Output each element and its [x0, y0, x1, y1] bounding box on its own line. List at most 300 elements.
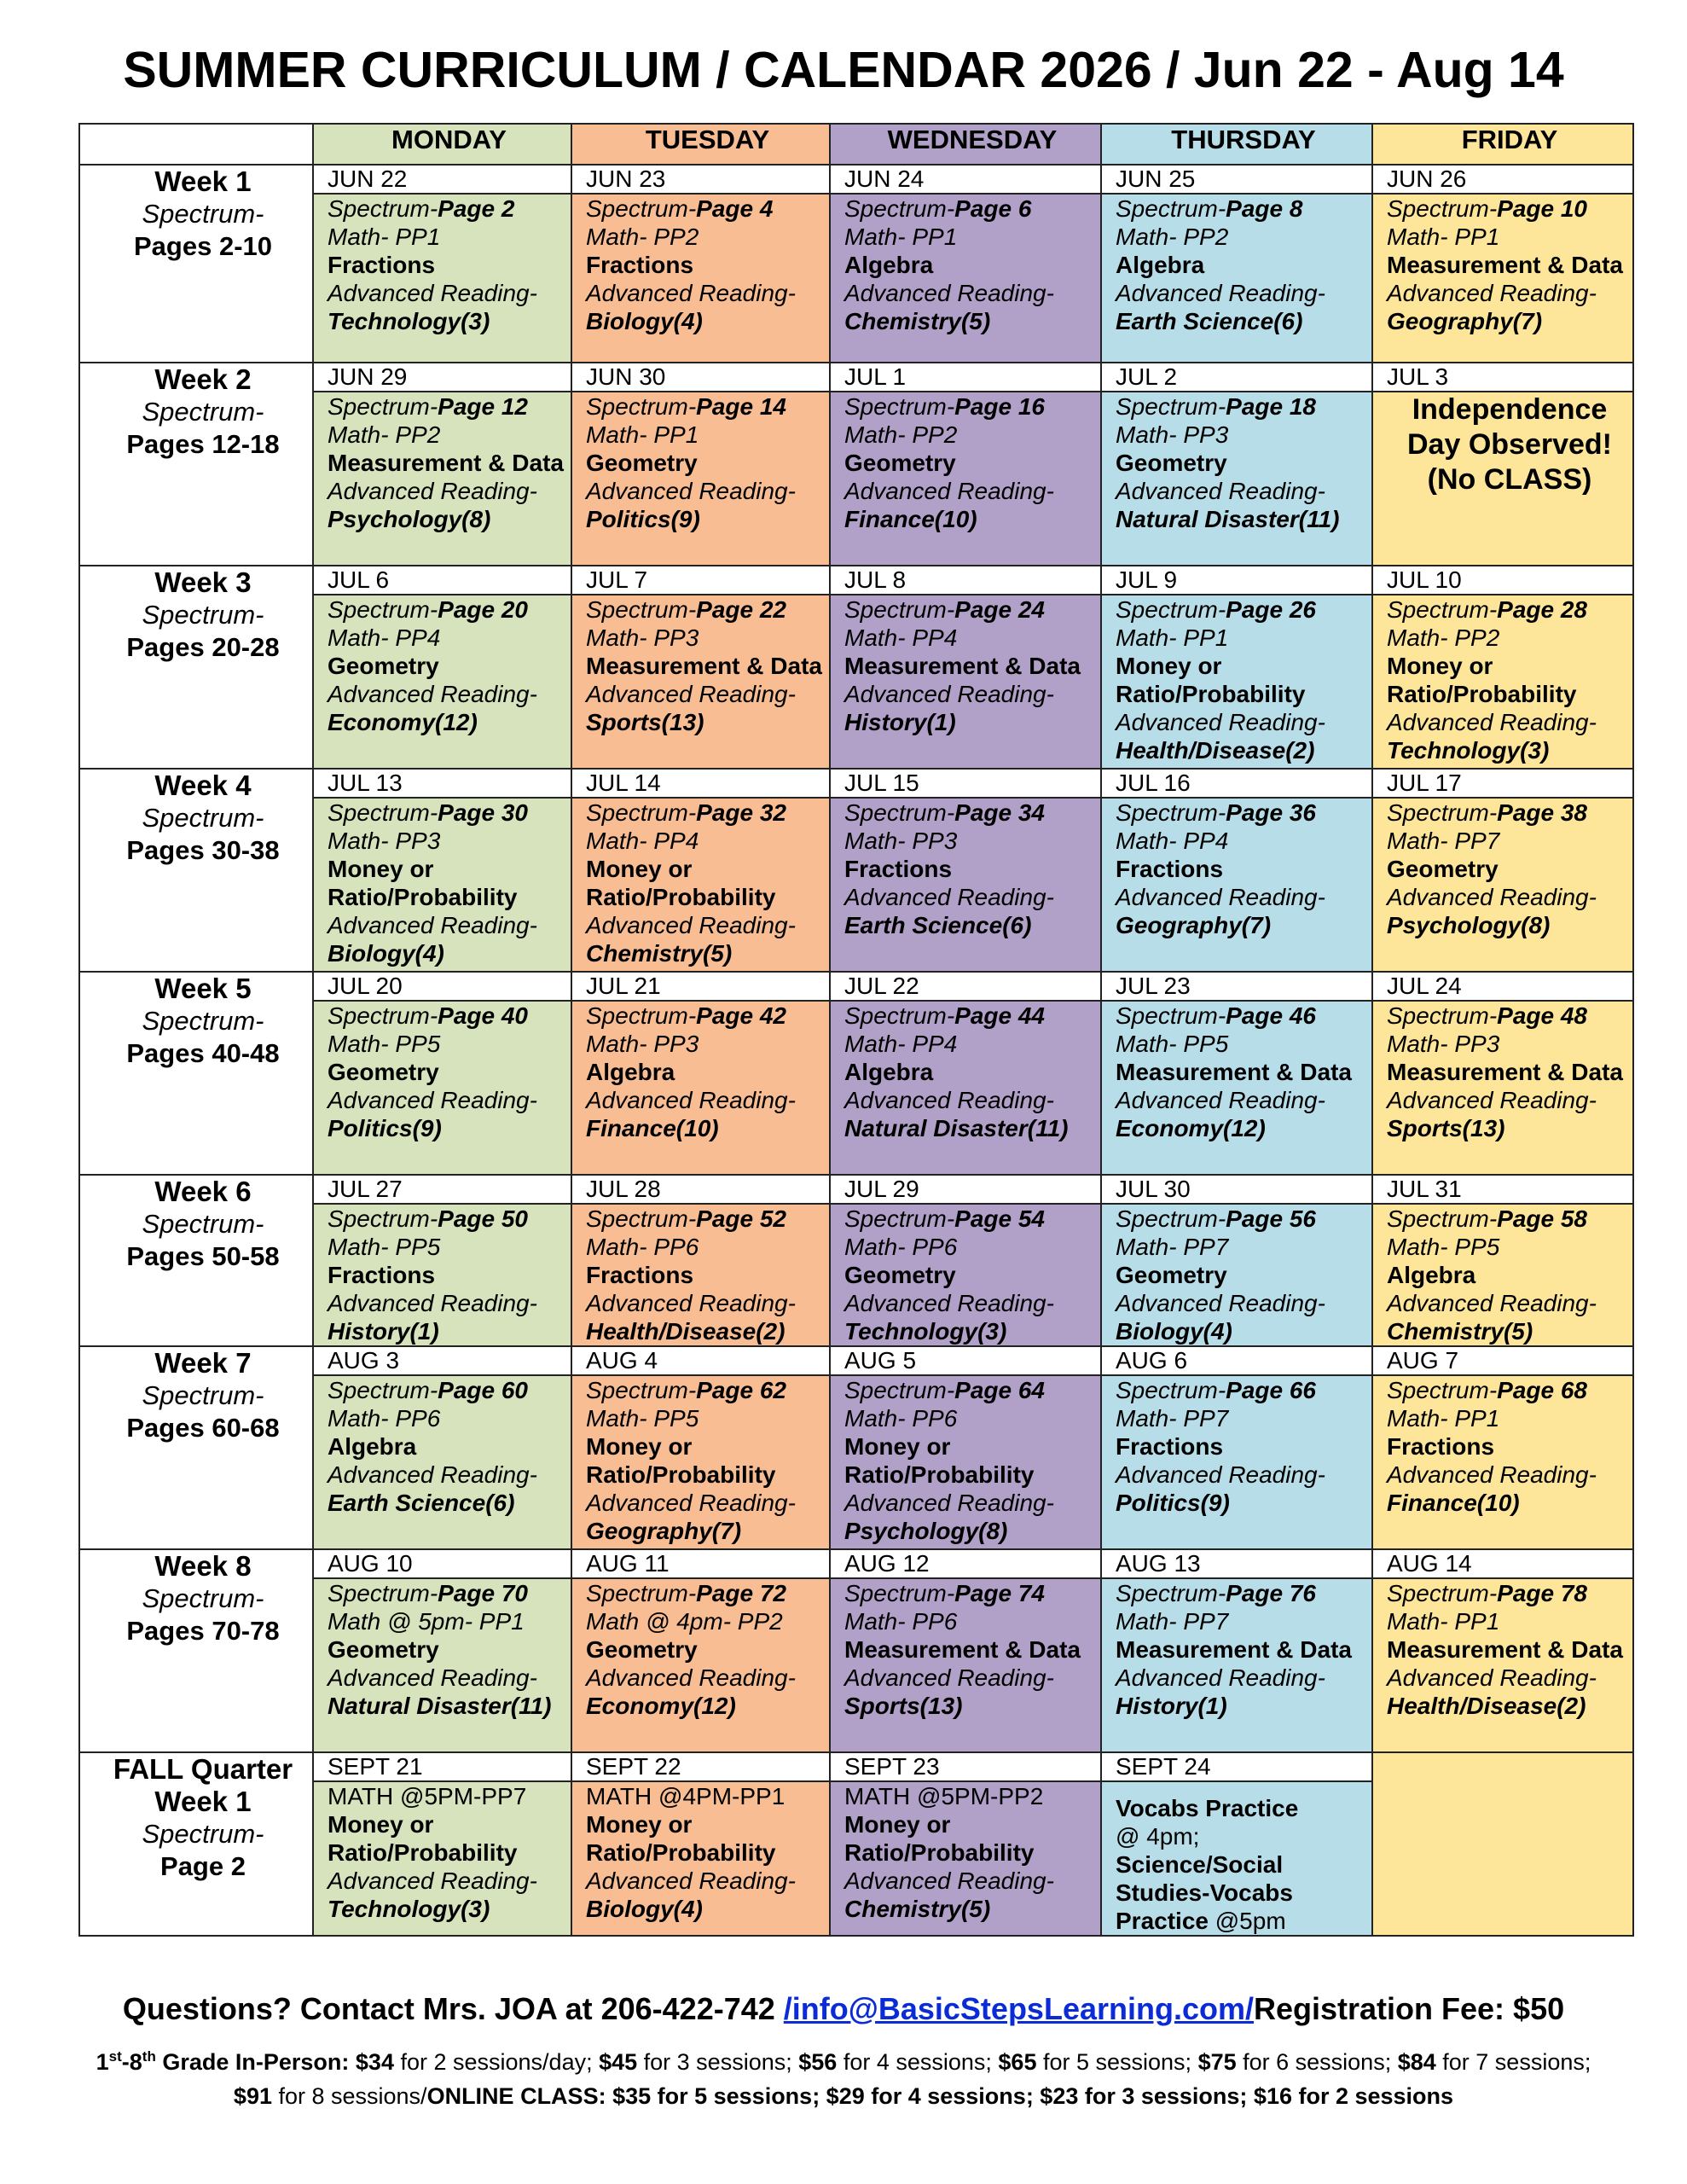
date-row: [79, 769, 1633, 798]
spectrum-label: Spectrum-: [328, 1205, 438, 1232]
spectrum-label: Spectrum-: [1116, 195, 1226, 222]
reading-label: Advanced Reading-: [1116, 1461, 1325, 1488]
week-label: Week 5: [154, 973, 252, 1004]
math-topic: Fractions: [586, 1262, 694, 1288]
math-topic: Algebra: [844, 1059, 934, 1085]
fall-date-monday: SEPT 21: [313, 1752, 571, 1781]
date-row: [79, 972, 1633, 1001]
lesson-cell-tuesday: [571, 1001, 830, 1175]
math-topic: Money or Ratio/Probability: [1116, 653, 1306, 707]
date-thursday: AUG 6: [1101, 1346, 1372, 1375]
date-friday: AUG 7: [1372, 1346, 1633, 1375]
reading-subject: Psychology(8): [1387, 912, 1551, 938]
reading-label: Advanced Reading-: [328, 681, 537, 707]
spectrum-page: Page 2: [438, 195, 515, 222]
math-line: Math- PP6: [844, 1608, 958, 1635]
spectrum-label: Spectrum-: [844, 1002, 955, 1029]
math-line: Math- PP4: [1116, 828, 1229, 854]
calendar-table: [78, 123, 1634, 1937]
math-line: Math- PP3: [844, 828, 958, 854]
spectrum-label: Spectrum-: [586, 393, 697, 420]
reading-subject: History(1): [844, 709, 956, 735]
lesson-row: [79, 1375, 1633, 1549]
price: $91: [233, 2083, 272, 2109]
spectrum-page: Page 68: [1497, 1377, 1588, 1403]
fall-week: Week 1: [154, 1786, 252, 1817]
date-row: [79, 566, 1633, 595]
reading-label: Advanced Reading-: [586, 1867, 796, 1894]
price-desc: for 8 sessions/: [271, 2083, 427, 2109]
spectrum-label: Spectrum-: [586, 1377, 697, 1403]
date-thursday: JUN 25: [1101, 165, 1372, 194]
spectrum-label: Spectrum-: [586, 195, 697, 222]
spectrum-label: Spectrum-: [844, 596, 955, 623]
math-line: Math- PP1: [1116, 624, 1229, 651]
reading-label: Advanced Reading-: [844, 1664, 1054, 1691]
math-topic: Measurement & Data: [844, 653, 1081, 679]
date-tuesday: JUN 30: [571, 363, 830, 392]
spectrum-page: Page 18: [1226, 393, 1317, 420]
spectrum-line: [1116, 1579, 1371, 1607]
spectrum-page: Page 12: [438, 393, 529, 420]
math-line: MATH @4PM-PP1: [586, 1783, 786, 1809]
lesson-cell-thursday: [1101, 1001, 1372, 1175]
math-topic: Geometry: [1387, 856, 1499, 882]
math-topic: Fractions: [844, 856, 953, 882]
math-line: Math- PP3: [1387, 1031, 1500, 1057]
spectrum-line: [1387, 1002, 1632, 1030]
reading-label: Advanced Reading-: [586, 681, 796, 707]
spectrum-line: [1116, 1205, 1371, 1233]
week-sub: Spectrum-: [142, 1209, 264, 1239]
reading-subject: Economy(12): [328, 709, 478, 735]
reading-subject: Chemistry(5): [1387, 1318, 1533, 1345]
spectrum-line: [586, 1376, 829, 1404]
math-line: Math- PP1: [1387, 224, 1500, 250]
fall-cell-tuesday: [571, 1781, 830, 1936]
reading-subject: Geography(7): [1387, 308, 1543, 334]
reading-subject: Earth Science(6): [1116, 308, 1303, 334]
spectrum-label: Spectrum-: [1387, 1580, 1498, 1606]
spectrum-line: [844, 799, 1100, 827]
date-wednesday: JUL 15: [830, 769, 1101, 798]
spectrum-line: [844, 195, 1100, 223]
lesson-cell-friday: [1372, 798, 1633, 972]
fall-date-tuesday: SEPT 22: [571, 1752, 830, 1781]
date-thursday: JUL 16: [1101, 769, 1372, 798]
price: $34: [355, 2049, 394, 2075]
math-line: Math- PP1: [1387, 1405, 1500, 1432]
reading-label: Advanced Reading-: [1387, 1290, 1597, 1316]
spectrum-line: [328, 1002, 571, 1030]
spectrum-line: [1387, 595, 1632, 624]
reading-subject: Earth Science(6): [328, 1490, 515, 1516]
math-topic: Measurement & Data: [1387, 1059, 1623, 1085]
fall-cell-wednesday: [830, 1781, 1101, 1936]
reading-subject: Sports(13): [586, 709, 704, 735]
fall-date-row: [79, 1752, 1633, 1781]
date-tuesday: AUG 11: [571, 1549, 830, 1578]
reading-subject: Economy(12): [1116, 1115, 1266, 1141]
date-tuesday: JUN 23: [571, 165, 830, 194]
math-topic: Measurement & Data: [1116, 1059, 1352, 1085]
lesson-cell-monday: [313, 798, 571, 972]
spectrum-page: Page 44: [954, 1002, 1046, 1029]
math-line: Math @ 5pm- PP1: [328, 1608, 525, 1635]
grade-start: 1: [96, 2049, 109, 2075]
math-topic: Geometry: [1116, 450, 1227, 476]
week-label: Week 7: [154, 1347, 252, 1379]
reading-subject: Technology(3): [328, 1896, 490, 1922]
date-wednesday: JUL 1: [830, 363, 1101, 392]
reading-label: Advanced Reading-: [328, 1867, 537, 1894]
math-line: Math- PP2: [1116, 224, 1229, 250]
lesson-cell-monday: [313, 194, 571, 363]
date-wednesday: JUN 24: [830, 165, 1101, 194]
reading-label: Advanced Reading-: [328, 1461, 537, 1488]
date-friday: JUL 10: [1372, 566, 1633, 595]
math-line: Math- PP4: [844, 1031, 958, 1057]
spectrum-page: Page 66: [1226, 1377, 1317, 1403]
lesson-cell-tuesday: [571, 392, 830, 566]
math-topic: Algebra: [586, 1059, 675, 1085]
math-topic: Money or Ratio/Probability: [586, 1433, 776, 1488]
spectrum-label: Spectrum-: [1116, 1205, 1226, 1232]
math-line: Math- PP4: [328, 624, 441, 651]
spectrum-page: Page 58: [1497, 1205, 1588, 1232]
spectrum-label: Spectrum-: [328, 596, 438, 623]
math-topic: Money or Ratio/Probability: [1387, 653, 1577, 707]
reading-label: Advanced Reading-: [1387, 1461, 1597, 1488]
registration-fee: Registration Fee: $50: [1254, 1991, 1565, 2026]
math-line: Math- PP6: [586, 1234, 699, 1260]
week-label-cell: [79, 769, 313, 972]
lesson-cell-tuesday: [571, 595, 830, 769]
lesson-cell-wednesday: [830, 798, 1101, 972]
spectrum-label: Spectrum-: [328, 393, 438, 420]
date-friday: JUL 31: [1372, 1175, 1633, 1204]
spectrum-page: Page 30: [438, 799, 529, 826]
reading-label: Advanced Reading-: [844, 478, 1054, 504]
spectrum-page: Page 78: [1497, 1580, 1588, 1606]
week-sub: Spectrum-: [142, 1380, 264, 1410]
reading-label: Advanced Reading-: [328, 1087, 537, 1113]
grade-end-suffix: th: [142, 2048, 156, 2065]
week-pages: Pages 2-10: [134, 231, 272, 261]
holiday-cell: [1372, 392, 1633, 566]
date-row: [79, 165, 1633, 194]
lesson-cell-monday: [313, 595, 571, 769]
spectrum-page: Page 8: [1226, 195, 1303, 222]
date-thursday: JUL 23: [1101, 972, 1372, 1001]
lesson-cell-wednesday: [830, 1375, 1101, 1549]
spectrum-label: Spectrum-: [328, 1580, 438, 1606]
price-desc: for 4 sessions;: [837, 2049, 999, 2075]
header-row: [79, 124, 1633, 165]
week-pages: Pages 50-58: [126, 1241, 280, 1271]
spectrum-label: Spectrum-: [1387, 596, 1498, 623]
header-tuesday: TUESDAY: [571, 124, 830, 165]
spectrum-label: Spectrum-: [586, 596, 697, 623]
lesson-cell-thursday: [1101, 595, 1372, 769]
reading-subject: Natural Disaster(11): [844, 1115, 1069, 1141]
reading-subject: Biology(4): [1116, 1318, 1232, 1345]
lesson-row: [79, 392, 1633, 566]
lesson-row: [79, 194, 1633, 363]
week-label: Week 8: [154, 1550, 252, 1582]
spectrum-line: [328, 595, 571, 624]
date-tuesday: JUL 28: [571, 1175, 830, 1204]
lesson-cell-monday: [313, 1204, 571, 1346]
spectrum-page: Page 60: [438, 1377, 529, 1403]
lesson-cell-wednesday: [830, 392, 1101, 566]
math-topic: Measurement & Data: [1387, 252, 1623, 278]
date-tuesday: AUG 4: [571, 1346, 830, 1375]
spectrum-page: Page 62: [696, 1377, 787, 1403]
date-friday: AUG 14: [1372, 1549, 1633, 1578]
reading-label: Advanced Reading-: [844, 280, 1054, 306]
date-wednesday: AUG 5: [830, 1346, 1101, 1375]
date-thursday: JUL 30: [1101, 1175, 1372, 1204]
spectrum-line: [328, 1579, 571, 1607]
reading-label: Advanced Reading-: [328, 1664, 537, 1691]
spectrum-page: Page 20: [438, 596, 529, 623]
date-wednesday: JUL 22: [830, 972, 1101, 1001]
date-row: [79, 363, 1633, 392]
reading-subject: Health/Disease(2): [1387, 1693, 1586, 1719]
math-line: Math- PP3: [586, 624, 699, 651]
spectrum-label: Spectrum-: [1387, 1205, 1498, 1232]
week-sub: Spectrum-: [142, 1006, 264, 1036]
math-line: Math- PP5: [328, 1234, 441, 1260]
math-line: Math- PP2: [844, 421, 958, 448]
spectrum-label: Spectrum-: [586, 1580, 697, 1606]
date-monday: JUN 29: [313, 363, 571, 392]
spectrum-label: Spectrum-: [1116, 393, 1226, 420]
spectrum-page: Page 40: [438, 1002, 529, 1029]
lesson-cell-thursday: [1101, 1375, 1372, 1549]
math-line: Math- PP6: [844, 1405, 958, 1432]
spectrum-line: [1116, 392, 1371, 421]
lesson-cell-friday: [1372, 1001, 1633, 1175]
spectrum-page: Page 74: [954, 1580, 1046, 1606]
reading-label: Advanced Reading-: [1116, 280, 1325, 306]
math-line: Math- PP7: [1116, 1234, 1229, 1260]
reading-subject: History(1): [328, 1318, 439, 1345]
spectrum-line: [1116, 1376, 1371, 1404]
lesson-cell-tuesday: [571, 798, 830, 972]
math-line: MATH @5PM-PP2: [844, 1783, 1044, 1809]
lesson-cell-thursday: [1101, 392, 1372, 566]
week-label-cell: [79, 363, 313, 566]
lesson-cell-wednesday: [830, 1204, 1101, 1346]
math-line: Math- PP1: [1387, 1608, 1500, 1635]
math-topic: Geometry: [844, 1262, 956, 1288]
spectrum-label: Spectrum-: [1387, 195, 1498, 222]
reading-subject: Biology(4): [586, 1896, 703, 1922]
spectrum-label: Spectrum-: [844, 393, 955, 420]
reading-label: Advanced Reading-: [586, 1490, 796, 1516]
math-line: Math- PP4: [844, 624, 958, 651]
header-friday: FRIDAY: [1372, 124, 1633, 165]
reading-label: Advanced Reading-: [1116, 884, 1325, 910]
spectrum-label: Spectrum-: [1116, 1002, 1226, 1029]
math-topic: Geometry: [328, 1636, 439, 1663]
reading-subject: Chemistry(5): [586, 940, 733, 967]
math-topic: Geometry: [1116, 1262, 1227, 1288]
reading-subject: Psychology(8): [844, 1518, 1008, 1544]
date-friday: JUN 26: [1372, 165, 1633, 194]
spectrum-line: [586, 1579, 829, 1607]
date-wednesday: JUL 29: [830, 1175, 1101, 1204]
week-sub: Spectrum-: [142, 397, 264, 427]
reading-label: Advanced Reading-: [586, 478, 796, 504]
date-tuesday: JUL 21: [571, 972, 830, 1001]
spectrum-line: [1116, 195, 1371, 223]
spectrum-line: [844, 595, 1100, 624]
date-monday: JUL 20: [313, 972, 571, 1001]
math-line: Math- PP2: [586, 224, 699, 250]
lesson-cell-monday: [313, 392, 571, 566]
vocabs-practice: Vocabs Practice: [1116, 1795, 1299, 1821]
math-line: Math- PP1: [586, 421, 699, 448]
spectrum-label: Spectrum-: [844, 1580, 955, 1606]
spectrum-line: [844, 1376, 1100, 1404]
math-line: Math- PP1: [328, 224, 441, 250]
online-pricing: ONLINE CLASS: $35 for 5 sessions; $29 for 4 sessions; $23 for 3 sessions; $16 for 2 sessions: [426, 2083, 1454, 2109]
spectrum-line: [586, 595, 829, 624]
holiday-text: Independence: [1412, 393, 1608, 426]
lesson-cell-monday: [313, 1578, 571, 1752]
spectrum-line: [586, 1205, 829, 1233]
spectrum-line: [586, 392, 829, 421]
date-friday: JUL 17: [1372, 769, 1633, 798]
date-row: [79, 1346, 1633, 1375]
spectrum-line: [1116, 799, 1371, 827]
spectrum-label: Spectrum-: [1387, 1377, 1498, 1403]
week-sub: Spectrum-: [142, 600, 264, 630]
science-vocabs-time: @5pm: [1208, 1908, 1286, 1934]
spectrum-page: Page 64: [954, 1377, 1046, 1403]
reading-subject: Sports(13): [1387, 1115, 1505, 1141]
math-line: Math- PP7: [1116, 1405, 1229, 1432]
reading-label: Advanced Reading-: [844, 1867, 1054, 1894]
reading-label: Advanced Reading-: [844, 1087, 1054, 1113]
spectrum-page: Page 42: [696, 1002, 787, 1029]
spectrum-line: [328, 799, 571, 827]
math-topic: Measurement & Data: [1387, 1636, 1623, 1663]
date-monday: JUL 27: [313, 1175, 571, 1204]
spectrum-page: Page 76: [1226, 1580, 1317, 1606]
reading-subject: Technology(3): [328, 308, 490, 334]
spectrum-label: Spectrum-: [1116, 596, 1226, 623]
date-monday: AUG 10: [313, 1549, 571, 1578]
spectrum-line: [586, 1002, 829, 1030]
spectrum-label: Spectrum-: [328, 799, 438, 826]
reading-subject: Psychology(8): [328, 506, 491, 532]
spectrum-page: Page 28: [1497, 596, 1588, 623]
reading-label: Advanced Reading-: [844, 1290, 1054, 1316]
spectrum-label: Spectrum-: [328, 1377, 438, 1403]
reading-subject: Natural Disaster(11): [328, 1693, 552, 1719]
reading-label: Advanced Reading-: [1387, 1664, 1597, 1691]
reading-label: Advanced Reading-: [844, 884, 1054, 910]
spectrum-page: Page 70: [438, 1580, 529, 1606]
email-link[interactable]: /info@BasicStepsLearning.com/: [783, 1991, 1254, 2026]
reading-label: Advanced Reading-: [1116, 478, 1325, 504]
lesson-cell-wednesday: [830, 595, 1101, 769]
price-desc: for 6 sessions;: [1236, 2049, 1398, 2075]
reading-label: Advanced Reading-: [328, 280, 537, 306]
math-line: Math- PP1: [844, 224, 958, 250]
math-topic: Fractions: [328, 252, 436, 278]
price-desc: for 5 sessions;: [1036, 2049, 1198, 2075]
pricing-text: [0, 2040, 1687, 2113]
spectrum-label: Spectrum-: [844, 799, 955, 826]
math-line: Math- PP4: [586, 828, 699, 854]
lesson-cell-friday: [1372, 1578, 1633, 1752]
math-topic: Measurement & Data: [1116, 1636, 1352, 1663]
reading-subject: Earth Science(6): [844, 912, 1032, 938]
week-label: Week 6: [154, 1176, 252, 1207]
math-topic: Geometry: [844, 450, 956, 476]
reading-label: Advanced Reading-: [328, 478, 537, 504]
fall-cell-monday: [313, 1781, 571, 1936]
spectrum-line: [1387, 195, 1632, 223]
grade-end: -8: [121, 2049, 142, 2075]
math-line: Math @ 4pm- PP2: [586, 1608, 783, 1635]
science-vocabs-text: Science/Social Studies-Vocabs Practice: [1116, 1851, 1293, 1934]
reading-label: Advanced Reading-: [1387, 884, 1597, 910]
spectrum-label: Spectrum-: [586, 799, 697, 826]
fall-date-wednesday: SEPT 23: [830, 1752, 1101, 1781]
lesson-cell-friday: [1372, 194, 1633, 363]
math-topic: Algebra: [1116, 252, 1205, 278]
math-topic: Fractions: [328, 1262, 436, 1288]
reading-subject: Sports(13): [844, 1693, 963, 1719]
spectrum-label: Spectrum-: [1116, 1377, 1226, 1403]
week-pages: Pages 20-28: [126, 632, 280, 662]
reading-label: Advanced Reading-: [586, 1290, 796, 1316]
reading-subject: Technology(3): [1387, 737, 1550, 764]
reading-subject: Chemistry(5): [844, 1896, 991, 1922]
reading-subject: Biology(4): [328, 940, 444, 967]
lesson-cell-thursday: [1101, 1578, 1372, 1752]
lesson-cell-wednesday: [830, 1001, 1101, 1175]
math-line: Math- PP5: [586, 1405, 699, 1432]
date-monday: JUN 22: [313, 165, 571, 194]
week-label: Week 3: [154, 566, 252, 598]
price-desc: for 3 sessions;: [637, 2049, 799, 2075]
math-line: MATH @5PM-PP7: [328, 1783, 527, 1809]
price-desc: for 7 sessions;: [1435, 2049, 1591, 2075]
week-label: Week 2: [154, 363, 252, 395]
spectrum-label: Spectrum-: [844, 195, 955, 222]
holiday-text: (No CLASS): [1427, 463, 1592, 496]
lesson-cell-wednesday: [830, 1578, 1101, 1752]
math-line: Math- PP3: [586, 1031, 699, 1057]
reading-label: Advanced Reading-: [1116, 1664, 1325, 1691]
spectrum-page: Page 72: [696, 1580, 787, 1606]
reading-subject: Economy(12): [586, 1693, 736, 1719]
fall-date-thursday: SEPT 24: [1101, 1752, 1372, 1781]
reading-label: Advanced Reading-: [1387, 1087, 1597, 1113]
header-wednesday: WEDNESDAY: [830, 124, 1101, 165]
lesson-row: [79, 798, 1633, 972]
reading-label: Advanced Reading-: [328, 912, 537, 938]
reading-subject: Health/Disease(2): [586, 1318, 786, 1345]
math-topic: Money or Ratio/Probability: [586, 1811, 776, 1866]
